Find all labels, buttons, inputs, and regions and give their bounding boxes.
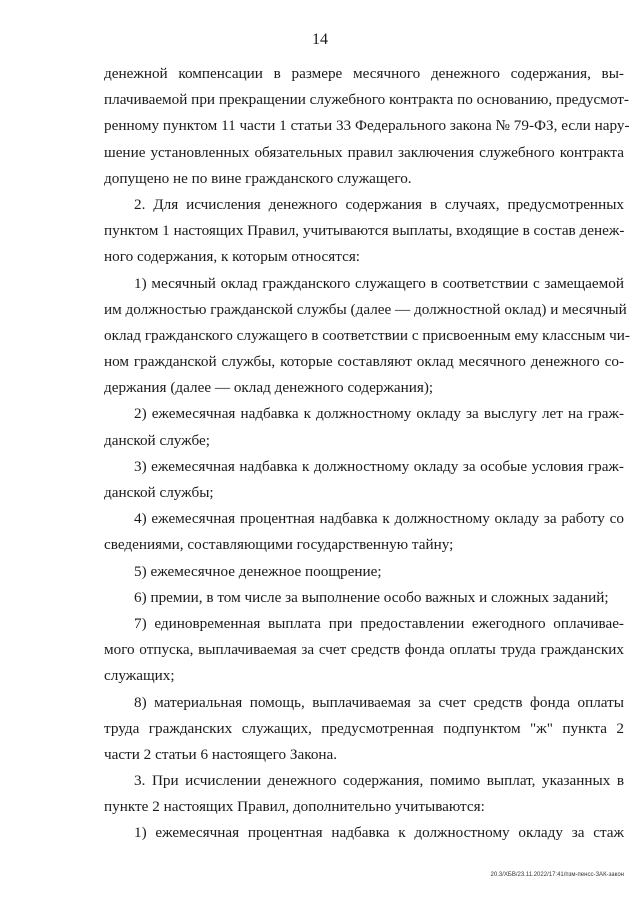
document-body: [104, 61, 630, 847]
text-line: шение установленных обязательных правил заключения служебного контракта: [104, 143, 624, 161]
text-line: мого отпуска, выплачиваемая за счет средств фонда оплаты труда гражданских: [104, 641, 624, 659]
text-line: 1) ежемесячная процентная надбавка к должностному окладу за стаж: [134, 824, 624, 842]
text-line: 3) ежемесячная надбавка к должностному окладу за особые условия граж-: [134, 457, 624, 475]
text-line: 1) месячный оклад гражданского служащего в соответствии с замещаемой: [134, 274, 624, 292]
text-line: 3. При исчислении денежного содержания, помимо выплат, указанных в: [134, 772, 624, 790]
text-line: 7) единовременная выплата при предоставлении ежегодного оплачивае-: [134, 614, 624, 632]
text-line: держания (далее — оклад денежного содержания);: [104, 379, 434, 397]
text-line: части 2 статьи 6 настоящего Закона.: [104, 745, 338, 763]
text-line: 6) премии, в том числе за выполнение особо важных и сложных заданий;: [134, 588, 609, 606]
text-line: оклад гражданского служащего в соответствии с присвоенным ему классным чи-: [104, 326, 630, 344]
text-line: сведениями, составляющими государственную тайну;: [104, 536, 454, 554]
text-line: данской службы;: [104, 484, 214, 501]
footer-stamp: 20.3/ХБВ/23.11.2022/17:41/пзм-пенсс-ЗАК-закон: [490, 872, 624, 878]
page-number: 14: [312, 31, 328, 48]
text-line: 8) материальная помощь, выплачиваемая за счет средств фонда оплаты: [134, 693, 624, 711]
text-line: 4) ежемесячная процентная надбавка к должностному окладу за работу со: [134, 510, 624, 528]
text-line: 5) ежемесячное денежное поощрение;: [134, 562, 382, 580]
text-line: денежной компенсации в размере месячного денежного содержания, вы-: [104, 65, 624, 82]
text-line: ного содержания, к которым относятся:: [104, 248, 361, 266]
text-line: 2. Для исчисления денежного содержания в случаях, предусмотренных: [134, 195, 624, 213]
text-line: им должностью гражданской службы (далее — должностной оклад) и месячный: [104, 300, 627, 318]
text-line: ренному пунктом 11 части 1 статьи 33 Федерального закона № 79-ФЗ, если нару-: [104, 117, 630, 135]
text-line: пункте 2 настоящих Правил, дополнительно учитываются:: [104, 798, 485, 816]
text-line: 2) ежемесячная надбавка к должностному окладу за выслугу лет на граж-: [134, 405, 624, 423]
text-line: служащих;: [104, 667, 175, 685]
text-line: труда гражданских служащих, предусмотренная подпунктом "ж" пункта 2: [104, 719, 624, 737]
text-line: допущено не по вине гражданского служащего.: [104, 169, 412, 187]
text-line: пунктом 1 настоящих Правил, учитываются выплаты, входящие в состав денеж-: [104, 222, 625, 240]
text-line: плачиваемой при прекращении служебного контракта по основанию, предусмот-: [104, 91, 629, 109]
text-line: ном гражданской службы, которые составляют оклад месячного денежного со-: [104, 353, 624, 371]
text-line: данской службе;: [104, 431, 210, 449]
